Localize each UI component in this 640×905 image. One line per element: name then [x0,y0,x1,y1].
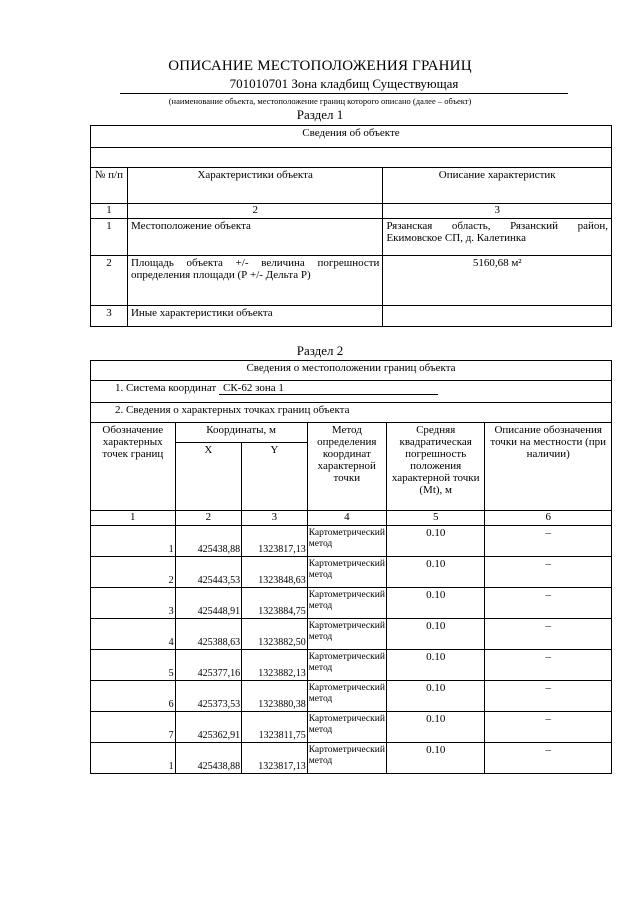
row-num: 3 [91,306,128,327]
boundary-caption: Сведения о местоположении границ объекта [91,361,612,381]
point-method: Картометрический метод [307,681,386,712]
point-description: – [485,619,612,650]
header-description: Описание характеристик [383,168,612,204]
point-x: 425373,53 [175,681,241,712]
point-id: 4 [91,619,176,650]
point-precision: 0.10 [386,681,485,712]
point-id: 1 [91,526,176,557]
col-index: 1 [91,511,176,526]
col-index: 1 [91,204,128,219]
table-row [91,306,612,327]
point-y: 1323811,75 [242,712,308,743]
row-num: 1 [91,219,128,256]
point-y: 1323884,75 [242,588,308,619]
table-row [91,650,612,681]
table-row [91,619,612,650]
point-x: 425448,91 [175,588,241,619]
document-title: ОПИСАНИЕ МЕСТОПОЛОЖЕНИЯ ГРАНИЦ [168,58,472,74]
coord-system-label: 1. Система координат [115,382,217,394]
point-y: 1323817,13 [242,526,308,557]
point-y: 1323880,38 [242,681,308,712]
point-precision: 0.10 [386,619,485,650]
header-point-description: Описание обозначения точки на местности (при наличии) [485,423,612,511]
point-id: 7 [91,712,176,743]
point-method: Картометрический метод [307,619,386,650]
point-precision: 0.10 [386,650,485,681]
point-method: Картометрический метод [307,650,386,681]
row-value: 5160,68 м² [383,256,612,306]
blank-row [91,148,612,168]
header-method: Метод определения координат характерной точки [307,423,386,511]
header-x: X [175,443,241,511]
table-row [91,681,612,712]
header-y: Y [242,443,308,511]
point-precision: 0.10 [386,743,485,774]
row-name: Иные характеристики объекта [127,306,383,327]
table-row [91,526,612,557]
point-description: – [485,588,612,619]
table-row [91,743,612,774]
point-y: 1323817,13 [242,743,308,774]
table-row [91,557,612,588]
object-name-note: (наименование объекта, местоположение границ которого описано (далее – объект) [168,96,472,106]
object-name: 701010701 Зона кладбищ Существующая [120,76,568,94]
point-y: 1323882,13 [242,650,308,681]
col-index: 6 [485,511,612,526]
object-info-table [90,125,612,327]
row-num: 2 [91,256,128,306]
point-method: Картометрический метод [307,526,386,557]
table-row [91,256,612,306]
table-row [91,712,612,743]
col-index: 4 [307,511,386,526]
point-id: 3 [91,588,176,619]
boundary-points-table [90,360,612,774]
table-row [91,219,612,256]
point-y: 1323848,63 [242,557,308,588]
point-method: Картометрический метод [307,712,386,743]
col-index: 3 [383,204,612,219]
point-precision: 0.10 [386,557,485,588]
point-precision: 0.10 [386,712,485,743]
header-point: Обозначение характерных точек границ [91,423,176,511]
header-num: № п/п [91,168,128,204]
object-info-caption: Сведения об объекте [91,126,612,148]
row-name: Местоположение объекта [127,219,383,256]
point-description: – [485,526,612,557]
point-description: – [485,681,612,712]
row-value [383,306,612,327]
point-x: 425438,88 [175,526,241,557]
point-id: 6 [91,681,176,712]
point-id: 1 [91,743,176,774]
point-x: 425443,53 [175,557,241,588]
col-index: 3 [242,511,308,526]
point-y: 1323882,50 [242,619,308,650]
point-precision: 0.10 [386,526,485,557]
point-id: 5 [91,650,176,681]
point-description: – [485,712,612,743]
points-label: 2. Сведения о характерных точках границ объекта [91,403,612,423]
point-precision: 0.10 [386,588,485,619]
col-index: 5 [386,511,485,526]
header-precision: Средняя квадратическая погрешность положения характерной точки (Mt), м [386,423,485,511]
section-1-heading: Раздел 1 [296,107,344,122]
coord-system-value: СК-62 зона 1 [219,382,438,395]
point-description: – [485,743,612,774]
row-value: Рязанская область, Рязанский район, Екимовское СП, д. Калетинка [383,219,612,256]
header-characteristics: Характеристики объекта [127,168,383,204]
header-coords: Координаты, м [175,423,307,443]
col-index: 2 [175,511,241,526]
point-id: 2 [91,557,176,588]
point-x: 425362,91 [175,712,241,743]
point-x: 425438,88 [175,743,241,774]
col-index: 2 [127,204,383,219]
section-2-heading: Раздел 2 [296,343,344,358]
point-description: – [485,557,612,588]
point-x: 425377,16 [175,650,241,681]
point-method: Картометрический метод [307,588,386,619]
row-name: Площадь объекта +/- величина погрешности определения площади (Р +/- Дельта Р) [127,256,383,306]
point-method: Картометрический метод [307,557,386,588]
point-x: 425388,63 [175,619,241,650]
table-row [91,588,612,619]
point-method: Картометрический метод [307,743,386,774]
point-description: – [485,650,612,681]
